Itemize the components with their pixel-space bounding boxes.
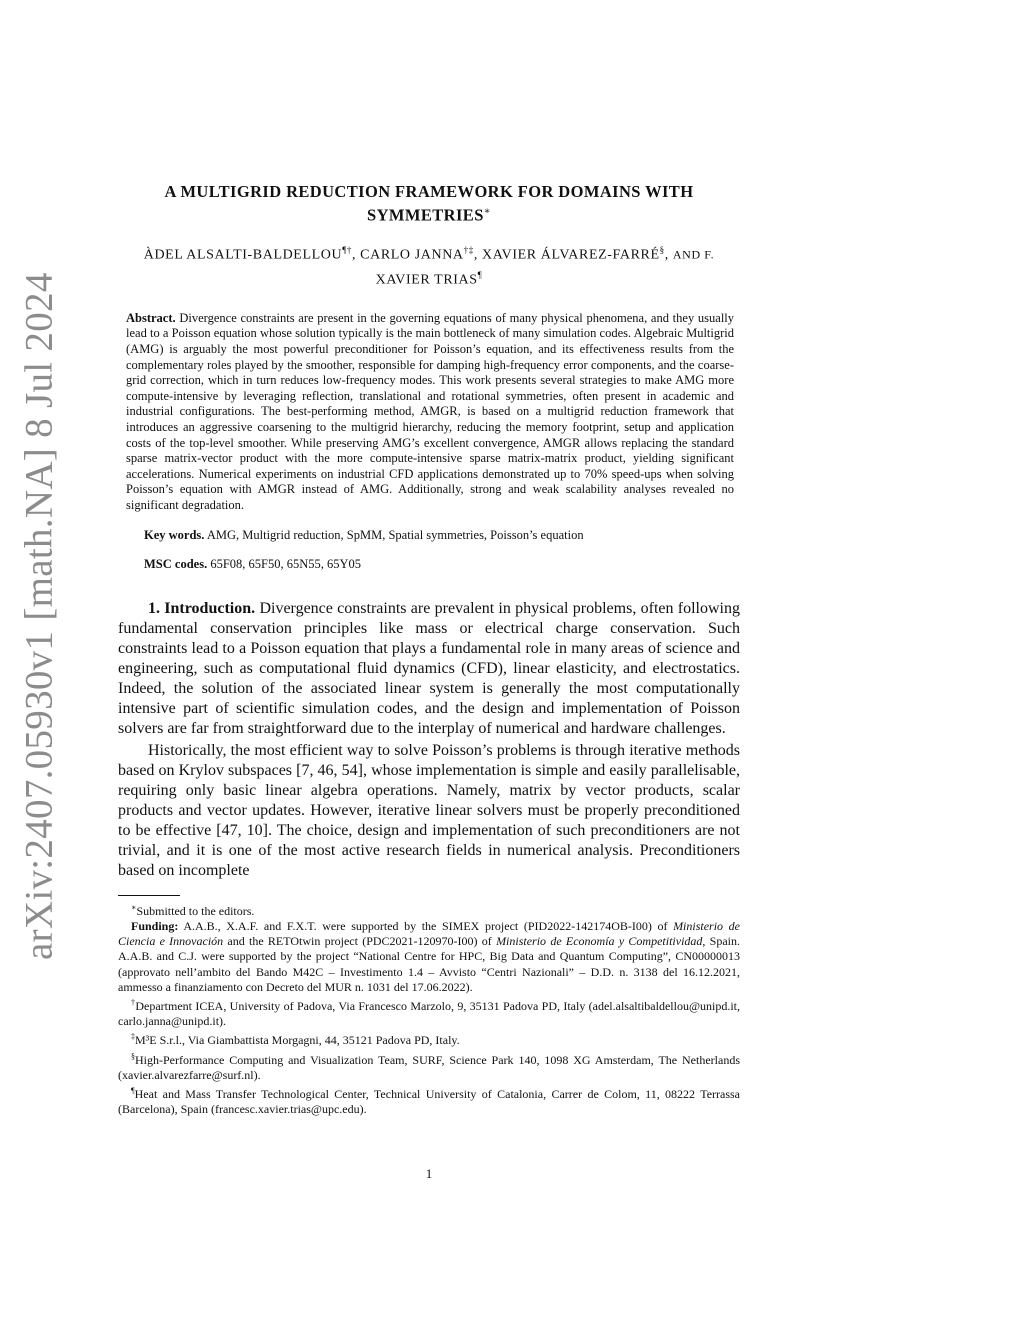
abstract [126,311,734,514]
intro-paragraph-2: Historically, the most efficient way to solve Poisson’s problems is through iterative methods based on Krylov subspaces [7, 46, 54], whose implementation is simple and easily parallelisable, requiring only basic linear algebra operations. Namely, matrix by vector products, scalar products and vector updates. However, iterative linear solvers must be properly preconditioned to be effective [47, 10]. The choice, design and implementation of such preconditioners are not trivial, and it is one of the most active research fields in numerical analysis. Preconditioners based on incomplete [118,741,740,879]
footnote-submitted-text: Submitted to the editors. [136,903,255,918]
intro-paragraph-1 [118,599,740,739]
keywords-label: Key words. [144,527,205,542]
arxiv-identifier-stamp: arXiv:2407.05930v1 [math.NA] 8 Jul 2024 [17,272,61,960]
footnote-double-dagger [118,1029,740,1048]
footnote-dagger-mark: † [131,997,136,1007]
author-2-marks: †‡ [463,244,474,255]
footnote-divider [118,895,180,896]
footnotes [118,900,740,1118]
footnote-section-mark: § [131,1051,135,1061]
footnote-funding [118,919,740,995]
footnote-submitted-mark: ∗ [131,902,137,912]
title-footnote-mark: ∗ [483,206,491,217]
intro-paragraph-1-text: Divergence constraints are prevalent in physical problems, often following fundamental conservation principles like mass or electrical charge conservation. Such constraints lead to a Poisson equation that plays a fundamental role in many areas of science and engineering, such as computational fluid dynamics (CFD), linear elasticity, and electrostatics. Indeed, the solution of the associated linear system is generally the most computationally intensive part of scientific simulation codes, and the design and implementation of Poisson solvers are far from straightforward due to the interplay of numerical and hardware challenges. [118,599,741,737]
author-3: XAVIER ÁLVAREZ-FARRÉ [482,247,660,263]
footnote-pilcrow-text: Heat and Mass Transfer Technological Center, Technical University of Catalonia, Carrer de Colom, 11, 08222 Terrassa (Barcelona), Spain (francesc.xavier.trias@upc.edu). [118,1086,740,1117]
title-line-1: A MULTIGRID REDUCTION FRAMEWORK FOR DOMAINS WITH [164,182,694,201]
author-4-marks: ¶ [477,270,483,281]
footnote-dagger-text: Department ICEA, University of Padova, Via Francesco Marzolo, 9, 35131 Padova PD, Italy (adel.alsaltibaldellou@unipd.it, carlo.janna@unipd.it). [118,998,741,1029]
paper-title [118,182,740,226]
author-1-marks: ¶† [342,244,352,255]
funding-label: Funding: [131,918,179,933]
funding-ministry-2: Ministerio de Economía y Competitividad [496,934,703,949]
author-4: XAVIER TRIAS [375,272,478,288]
funding-text-3: , Spain. A.A.B. and C.J. were supported by the project “National Centre for HPC, Big Data and Quantum Computing”, CN00000013 (approvato nell’ambito del Bando M42C – Investimento 1.4 – Avvisto “Centri Nazionali” – D.D. n. 3138 del 16.12.2021, ammesso a finanziamento con Decreto del MUR n. 1031 del 17.06.2022). [118,934,740,994]
footnote-double-dagger-mark: ‡ [131,1032,135,1042]
funding-ministry-1: Ministerio de Ciencia e Innovación [118,918,740,949]
msc-codes [144,557,734,573]
funding-text-2: and the RETOtwin project (PDC2021-120970-I00) of [227,934,492,949]
abstract-text: Divergence constraints are present in the governing equations of many physical phenomena, and they usually lead to a Poisson equation whose solution typically is the main bottleneck of many simulation codes. Algebraic Multigrid (AMG) is arguably the most powerful preconditioner for Poisson’s equation, and its effectiveness results from the complementary roles played by the smoother, responsible for damping high-frequency error components, and the coarse-grid correction, which in turn reduces low-frequency modes. This work presents several strategies to make AMG more compute-intensive by leveraging reflection, translational and rotational symmetries, often present in academic and industrial configurations. The best-performing method, AMGR, is based on a multigrid reduction framework that introduces an aggressive coarsening to the multigrid hierarchy, reducing the memory footprint, setup and application costs of the top-level smoother. While preserving AMG’s excellent convergence, AMGR allows replacing the standard sparse matrix-vector product with the more compute-intensive sparse matrix-matrix product, yielding significant accelerations. Numerical experiments on industrial CFD applications demonstrated up to 70% speed-ups when solving Poisson’s equation with AMGR instead of AMG. Additionally, strong and weak scalability analyses revealed no significant degradation. [126,310,735,512]
section-heading: 1. Introduction. [148,599,256,617]
footnote-dagger [118,995,740,1029]
msc-text: 65F08, 65F50, 65N55, 65Y05 [210,557,362,572]
introduction-section [118,599,740,881]
footnote-double-dagger-text: M³E S.r.l., Via Giambattista Morgagni, 44, 35121 Padova PD, Italy. [135,1033,460,1048]
msc-label: MSC codes. [144,557,208,572]
footnote-submitted [118,900,740,919]
keywords-text: AMG, Multigrid reduction, SpMM, Spatial symmetries, Poisson’s equation [206,527,584,542]
author-list: ÀDEL ALSALTI-BALDELLOU¶†, CARLO JANNA†‡, XAVIER ÁLVAREZ-FARRÉ§, AND F. XAVIER TRIAS¶ [143,244,715,288]
paper-page [118,182,741,1181]
author-1: ÀDEL ALSALTI-BALDELLOU [143,247,343,263]
abstract-label: Abstract. [126,310,176,325]
footnote-pilcrow [118,1083,740,1117]
footnote-section-text: High-Performance Computing and Visualization Team, SURF, Science Park 140, 1098 XG Amsterdam, The Netherlands (xavier.alvarezfarre@surf.nl). [118,1052,740,1082]
author-conjunction: AND F. [672,247,715,262]
title-line-2: SYMMETRIES [367,205,484,225]
author-2: CARLO JANNA [360,247,464,263]
author-3-marks: § [659,244,665,255]
footnote-pilcrow-mark: ¶ [131,1085,135,1095]
funding-text-1: A.A.B., X.A.F. and F.X.T. were supported by the SIMEX project (PID2022-142174OB-I00) of [183,918,668,933]
footnote-section [118,1049,740,1083]
keywords [144,528,734,544]
page-number: 1 [425,1166,433,1181]
